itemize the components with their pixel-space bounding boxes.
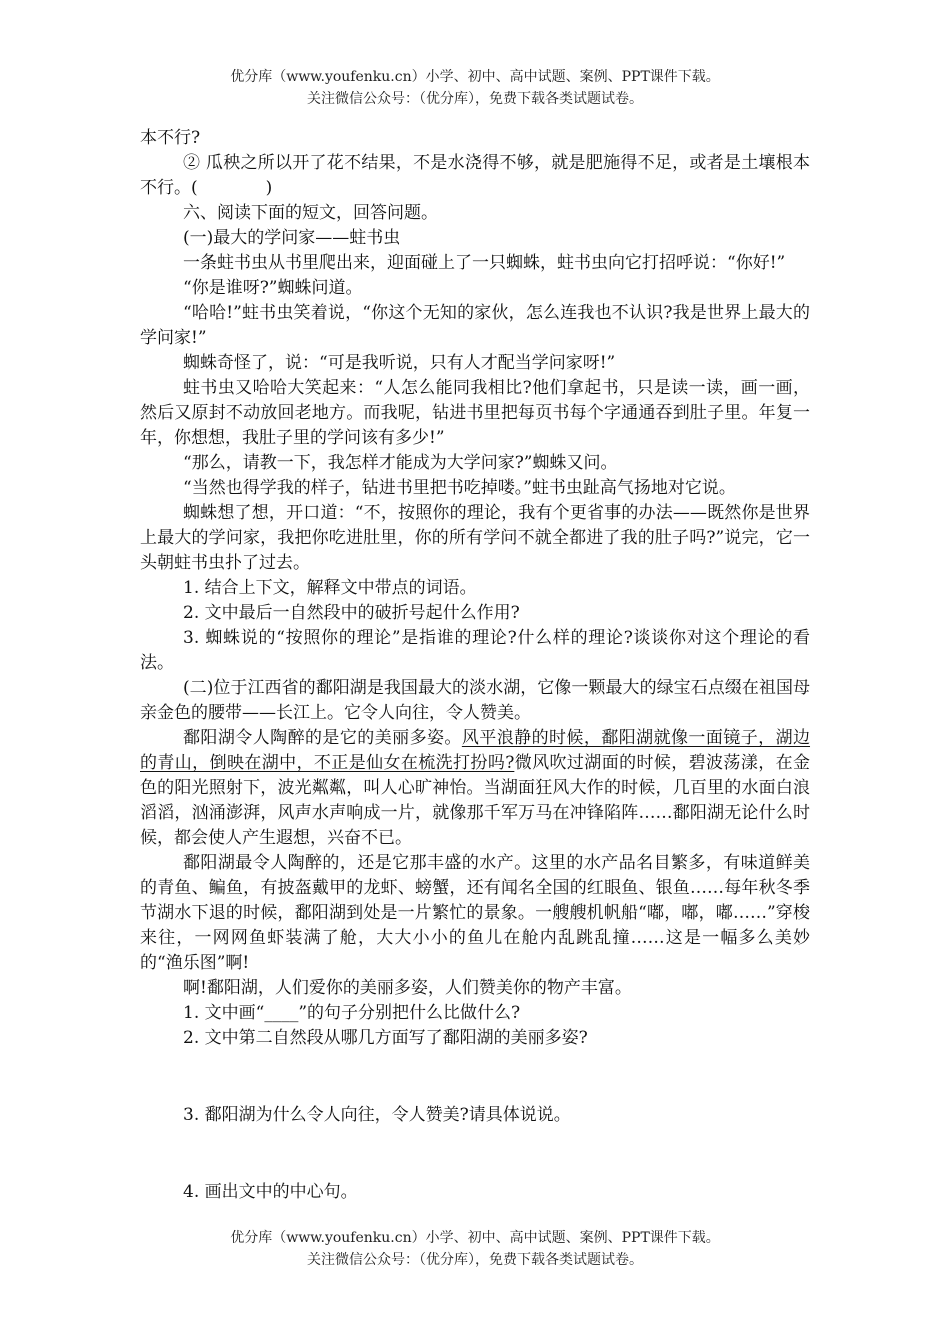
paragraph: 一条蛀书虫从书里爬出来，迎面碰上了一只蜘蛛，蛀书虫向它打招呼说：“你好!” [183, 253, 786, 273]
paragraph: 蛀书虫又哈哈大笑起来：“人怎么能同我相比?他们拿起书，只是读一读，画一画，然后又原封不动放回老地方。而我呢，钻进书里把每页书每个字通通吞到肚子里。年复一年，你想想，我肚子里的学问该有多少!” [140, 378, 810, 448]
passage-title: (一)最大的学问家——蛀书虫 [183, 228, 401, 248]
paragraph: (二)位于江西省的鄱阳湖是我国最大的淡水湖，它像一颗最大的绿宝石点缀在祖国母亲金色的腰带——长江上。它令人向往，令人赞美。 [140, 678, 810, 723]
header-line-1: 优分库（www.youfenku.cn）小学、初中、高中试题、案例、PPT课件下载。 [230, 69, 720, 85]
question: 2. 文中第二自然段从哪几方面写了鄱阳湖的美丽多姿? [183, 1028, 588, 1048]
answer-space [140, 1128, 810, 1180]
answer-space [140, 1051, 810, 1103]
page-header [0, 66, 950, 110]
question: 1. 文中画“____”的句子分别把什么比做什么? [183, 1003, 521, 1023]
section-heading: 六、阅读下面的短文，回答问题。 [183, 203, 438, 223]
footer-line-1: 优分库（www.youfenku.cn）小学、初中、高中试题、案例、PPT课件下载。 [230, 1230, 720, 1246]
paragraph: “那么，请教一下，我怎样才能成为大学问家?”蜘蛛又问。 [183, 453, 618, 473]
text-run: 微风吹过湖面的时候，碧波荡漾，在金色的阳光照射下，波光粼粼，叫人心旷神怡。当湖面狂风大作的时候，几百里的水面白浪滔滔，汹涌澎湃，风声水声响成一片，就像那千军万马在冲锋陷阵……鄱阳湖无论什么时候，都会使人产生遐想，兴奋不已。 [140, 753, 810, 848]
underlined-sentence: 风平浪静的时候，鄱阳湖就像一面镜子，湖边的青山，倒映在湖中，不正是仙女在梳洗打扮吗? [140, 728, 811, 773]
page-footer [0, 1227, 950, 1271]
paragraph: 蜘蛛想了想，开口道：“不，按照你的理论，我有个更省事的办法——既然你是世界上最大的学问家，我把你吃进肚里，你的所有学问不就全都进了我的肚子吗?”说完，它一头朝蛀书虫扑了过去。 [140, 503, 810, 573]
paragraph: 蜘蛛奇怪了，说：“可是我听说，只有人才配当学问家呀!” [183, 353, 616, 373]
footer-line-2: 关注微信公众号：（优分库），免费下载各类试题试卷。 [307, 1252, 643, 1268]
document-body [140, 126, 810, 1205]
text-run: 鄱阳湖令人陶醉的是它的美丽多姿。 [183, 728, 462, 748]
question: 1. 结合上下文，解释文中带点的词语。 [183, 578, 477, 598]
paragraph: 啊!鄱阳湖，人们爱你的美丽多姿，人们赞美你的物产丰富。 [183, 978, 632, 998]
paragraph: 鄱阳湖最令人陶醉的，还是它那丰盛的水产。这里的水产品名目繁多，有味道鲜美的青鱼、鳊鱼，有披盔戴甲的龙虾、螃蟹，还有闻名全国的红眼鱼、银鱼……每年秋冬季节湖水下退的时候，鄱阳湖到处是一片繁忙的景象。一艘艘机帆船“嘟，嘟，嘟……”穿梭来往，一网网鱼虾装满了舱，大大小小的鱼儿在舱内乱跳乱撞……这是一幅多么美妙的“渔乐图”啊! [140, 853, 810, 973]
paragraph [140, 726, 810, 851]
paragraph: “你是谁呀?”蜘蛛问道。 [183, 278, 363, 298]
paragraph: “哈哈!”蛀书虫笑着说，“你这个无知的家伙，怎么连我也不认识?我是世界上最大的学问家!” [140, 303, 810, 348]
paragraph: 本不行? [140, 128, 201, 148]
paragraph: “当然也得学我的样子，钻进书里把书吃掉喽。”蛀书虫趾高气扬地对它说。 [183, 478, 736, 498]
paragraph: ② 瓜秧之所以开了花不结果，不是水浇得不够，就是肥施得不足，或者是土壤根本不行。( ) [140, 153, 810, 198]
question: 2. 文中最后一自然段中的破折号起什么作用? [183, 603, 520, 623]
question: 3. 蜘蛛说的“按照你的理论”是指谁的理论?什么样的理论?谈谈你对这个理论的看法。 [140, 628, 810, 673]
question: 4. 画出文中的中心句。 [183, 1182, 358, 1202]
question: 3. 鄱阳湖为什么令人向往，令人赞美?请具体说说。 [183, 1105, 571, 1125]
header-line-2: 关注微信公众号：（优分库），免费下载各类试题试卷。 [307, 91, 643, 107]
